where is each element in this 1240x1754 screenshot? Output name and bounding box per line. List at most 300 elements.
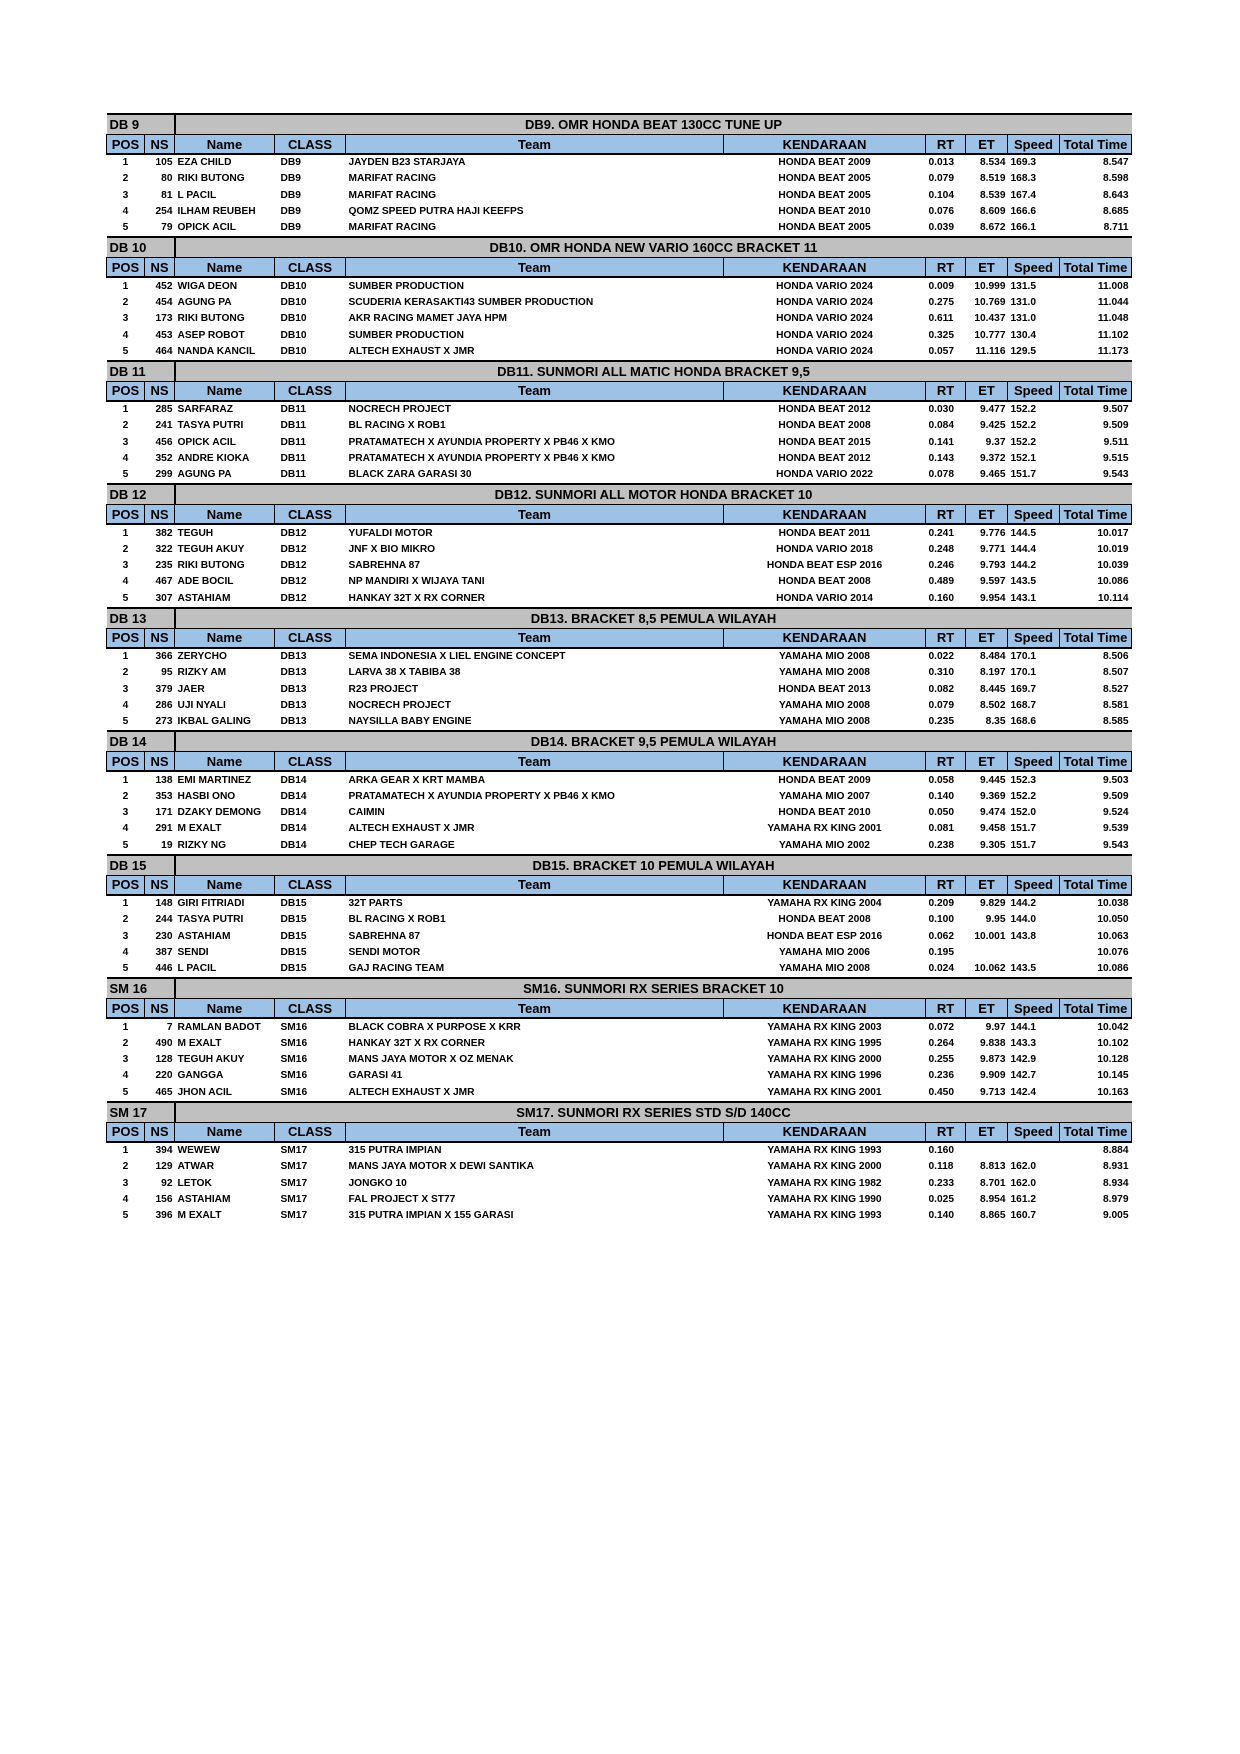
- team-cell: ALTECH EXHAUST X JMR: [348, 823, 475, 835]
- et-cell: 9.97: [985, 1021, 1006, 1033]
- header-rt: RT: [926, 999, 966, 1019]
- ns-cell: 307: [155, 592, 173, 604]
- kendaraan-cell: YAMAHA RX KING 2000: [767, 1054, 882, 1066]
- kendaraan-cell: HONDA BEAT 2010: [778, 807, 871, 819]
- speed-cell: 130.4: [1010, 329, 1036, 341]
- total-time-cell: 8.581: [1103, 699, 1129, 711]
- section-title-row: [107, 855, 1132, 876]
- total-time-cell: 10.163: [1097, 1086, 1129, 1098]
- header-pos: POS: [107, 258, 145, 278]
- pos-cell: 5: [122, 839, 129, 851]
- section-code: DB 11: [107, 361, 175, 382]
- table-row: [107, 204, 1132, 220]
- ns-cell: 92: [161, 1177, 173, 1189]
- et-cell: 8.484: [980, 651, 1006, 663]
- header-kendaraan: KENDARAAN: [724, 135, 926, 155]
- rt-cell: 0.118: [928, 1161, 954, 1173]
- table-row: [107, 929, 1132, 945]
- speed-cell: 152.2: [1010, 420, 1036, 432]
- speed-cell: 166.1: [1010, 222, 1036, 234]
- total-time-cell: 8.884: [1103, 1145, 1129, 1157]
- header-class: CLASS: [275, 752, 346, 772]
- header-ns: NS: [145, 999, 175, 1019]
- rt-cell: 0.009: [928, 280, 954, 292]
- speed-cell: 152.3: [1010, 774, 1036, 786]
- ns-cell: 366: [155, 651, 173, 663]
- team-cell: 315 PUTRA IMPIAN: [348, 1145, 442, 1157]
- total-time-cell: 9.509: [1103, 420, 1129, 432]
- name-cell: RIZKY NG: [177, 839, 226, 851]
- rt-cell: 0.072: [928, 1021, 954, 1033]
- class-cell: SM17: [280, 1177, 308, 1189]
- team-cell: QOMZ SPEED PUTRA HAJI KEEFPS: [348, 206, 524, 218]
- et-cell: 9.445: [980, 774, 1006, 786]
- rt-cell: 0.050: [928, 807, 954, 819]
- ns-cell: 285: [155, 404, 173, 416]
- name-cell: TEGUH AKUY: [177, 543, 245, 555]
- header-name: Name: [175, 999, 275, 1019]
- name-cell: ADE BOCIL: [177, 576, 234, 588]
- table-row: [107, 961, 1132, 978]
- section-title-row: [107, 361, 1132, 382]
- pos-cell: 4: [122, 206, 129, 218]
- class-cell: SM17: [280, 1145, 308, 1157]
- column-header-row: [107, 135, 1132, 155]
- table-row: [107, 542, 1132, 558]
- team-cell: NOCRECH PROJECT: [348, 404, 451, 416]
- et-cell: 9.369: [980, 790, 1006, 802]
- name-cell: M EXALT: [177, 823, 222, 835]
- total-time-cell: 8.685: [1103, 206, 1129, 218]
- section-title: DB10. OMR HONDA NEW VARIO 160CC BRACKET 11: [175, 237, 1132, 258]
- kendaraan-cell: HONDA BEAT ESP 2016: [766, 560, 883, 572]
- name-cell: TEGUH AKUY: [177, 1054, 245, 1066]
- team-cell: PRATAMATECH X AYUNDIA PROPERTY X PB46 X KMO: [348, 436, 615, 448]
- ns-cell: 467: [155, 576, 173, 588]
- section-code: DB 9: [107, 114, 175, 135]
- class-cell: SM17: [280, 1193, 308, 1205]
- name-cell: ATWAR: [177, 1161, 215, 1173]
- pos-cell: 2: [122, 667, 129, 679]
- name-cell: DZAKY DEMONG: [177, 807, 262, 819]
- kendaraan-cell: YAMAHA RX KING 2000: [767, 1161, 882, 1173]
- kendaraan-cell: HONDA BEAT 2015: [778, 436, 871, 448]
- header-class: CLASS: [275, 505, 346, 525]
- pos-cell: 2: [122, 296, 129, 308]
- kendaraan-cell: YAMAHA MIO 2008: [779, 699, 870, 711]
- table-row: [107, 327, 1132, 343]
- class-cell: DB15: [280, 914, 307, 926]
- header-pos: POS: [107, 628, 145, 648]
- header-ns: NS: [145, 135, 175, 155]
- et-cell: [966, 945, 1008, 961]
- ns-cell: 490: [155, 1037, 173, 1049]
- team-cell: LARVA 38 X TABIBA 38: [348, 667, 461, 679]
- kendaraan-cell: YAMAHA RX KING 2003: [767, 1021, 882, 1033]
- name-cell: L PACIL: [177, 963, 217, 975]
- total-time-cell: 8.547: [1103, 157, 1129, 169]
- total-time-cell: 10.086: [1097, 963, 1129, 975]
- table-row: [107, 945, 1132, 961]
- ns-cell: 464: [155, 345, 173, 357]
- total-time-cell: 8.527: [1103, 683, 1129, 695]
- table-row: [107, 524, 1132, 541]
- class-cell: DB14: [280, 807, 307, 819]
- pos-cell: 1: [122, 157, 129, 169]
- name-cell: NANDA KANCIL: [177, 345, 256, 357]
- speed-cell: 144.1: [1010, 1021, 1036, 1033]
- et-cell: 8.672: [980, 222, 1006, 234]
- header-kendaraan: KENDARAAN: [724, 999, 926, 1019]
- kendaraan-cell: HONDA BEAT 2008: [778, 914, 871, 926]
- speed-cell: 143.1: [1010, 592, 1036, 604]
- name-cell: ASTAHIAM: [177, 1193, 231, 1205]
- ns-cell: 79: [161, 222, 173, 234]
- table-row: [107, 591, 1132, 608]
- total-time-cell: 8.598: [1103, 173, 1129, 185]
- class-cell: DB14: [280, 774, 307, 786]
- et-cell: 9.477: [980, 404, 1006, 416]
- header-team: Team: [346, 505, 724, 525]
- table-row: [107, 171, 1132, 187]
- total-time-cell: 8.585: [1103, 716, 1129, 728]
- speed-cell: 152.2: [1010, 790, 1036, 802]
- pos-cell: 3: [122, 313, 129, 325]
- kendaraan-cell: HONDA VARIO 2024: [776, 313, 873, 325]
- total-time-cell: 11.044: [1097, 296, 1129, 308]
- table-row: [107, 1068, 1132, 1084]
- team-cell: BLACK COBRA X PURPOSE X KRR: [348, 1021, 521, 1033]
- class-cell: DB12: [280, 592, 307, 604]
- section-code: SM 17: [107, 1102, 175, 1123]
- header-name: Name: [175, 752, 275, 772]
- header-total-time: Total Time: [1060, 628, 1132, 648]
- header-ns: NS: [145, 1122, 175, 1142]
- header-name: Name: [175, 258, 275, 278]
- rt-cell: 0.076: [928, 206, 954, 218]
- pos-cell: 1: [122, 527, 129, 539]
- pos-cell: 3: [122, 930, 129, 942]
- header-team: Team: [346, 258, 724, 278]
- name-cell: RAMLAN BADOT: [177, 1021, 261, 1033]
- table-row: [107, 789, 1132, 805]
- class-cell: SM17: [280, 1161, 308, 1173]
- class-cell: DB13: [280, 683, 307, 695]
- ns-cell: 171: [155, 807, 173, 819]
- ns-cell: 379: [155, 683, 173, 695]
- header-total-time: Total Time: [1060, 135, 1132, 155]
- class-cell: DB10: [280, 345, 307, 357]
- pos-cell: 5: [122, 222, 129, 234]
- section-title: SM17. SUNMORI RX SERIES STD S/D 140CC: [175, 1102, 1132, 1123]
- total-time-cell: 11.048: [1097, 313, 1129, 325]
- rt-cell: 0.025: [928, 1193, 954, 1205]
- header-rt: RT: [926, 258, 966, 278]
- pos-cell: 4: [122, 823, 129, 835]
- header-total-time: Total Time: [1060, 505, 1132, 525]
- speed-cell: 168.7: [1010, 699, 1036, 711]
- ns-cell: 95: [161, 667, 173, 679]
- name-cell: ZERYCHO: [177, 651, 227, 663]
- name-cell: TASYA PUTRI: [177, 420, 244, 432]
- table-row: [107, 558, 1132, 574]
- et-cell: 8.539: [980, 189, 1006, 201]
- team-cell: NOCRECH PROJECT: [348, 699, 451, 711]
- header-kendaraan: KENDARAAN: [724, 875, 926, 895]
- team-cell: SENDI MOTOR: [348, 946, 421, 958]
- rt-cell: 0.024: [928, 963, 954, 975]
- et-cell: 9.95: [985, 914, 1006, 926]
- header-pos: POS: [107, 875, 145, 895]
- header-rt: RT: [926, 135, 966, 155]
- column-header-row: [107, 752, 1132, 772]
- table-row: [107, 295, 1132, 311]
- class-cell: DB13: [280, 667, 307, 679]
- team-cell: CHEP TECH GARAGE: [348, 839, 455, 851]
- ns-cell: 465: [155, 1086, 173, 1098]
- rt-cell: 0.275: [928, 296, 954, 308]
- total-time-cell: 10.042: [1097, 1021, 1129, 1033]
- table-row: [107, 665, 1132, 681]
- speed-cell: 129.5: [1010, 345, 1036, 357]
- kendaraan-cell: HONDA BEAT 2013: [778, 683, 871, 695]
- pos-cell: 3: [122, 189, 129, 201]
- pos-cell: 4: [122, 1070, 129, 1082]
- et-cell: 9.909: [980, 1070, 1006, 1082]
- total-time-cell: 10.050: [1097, 914, 1129, 926]
- total-time-cell: 10.017: [1097, 527, 1129, 539]
- speed-cell: 152.0: [1010, 807, 1036, 819]
- speed-cell: 169.7: [1010, 683, 1036, 695]
- total-time-cell: 9.503: [1103, 774, 1129, 786]
- rt-cell: 0.325: [928, 329, 954, 341]
- team-cell: HANKAY 32T X RX CORNER: [348, 1037, 485, 1049]
- name-cell: RIKI BUTONG: [177, 313, 245, 325]
- name-cell: AGUNG PA: [177, 296, 232, 308]
- speed-cell: 152.2: [1010, 404, 1036, 416]
- rt-cell: 0.140: [928, 1210, 954, 1222]
- team-cell: JAYDEN B23 STARJAYA: [348, 157, 466, 169]
- total-time-cell: 8.979: [1103, 1193, 1129, 1205]
- section-title: DB9. OMR HONDA BEAT 130CC TUNE UP: [175, 114, 1132, 135]
- header-speed: Speed: [1008, 135, 1060, 155]
- total-time-cell: 9.515: [1103, 453, 1129, 464]
- kendaraan-cell: HONDA BEAT 2012: [778, 404, 871, 416]
- header-kendaraan: KENDARAAN: [724, 258, 926, 278]
- name-cell: ASTAHIAM: [177, 930, 231, 942]
- team-cell: MARIFAT RACING: [348, 189, 437, 201]
- et-cell: 9.597: [980, 576, 1006, 588]
- table-row: [107, 401, 1132, 418]
- ns-cell: 173: [155, 313, 173, 325]
- pos-cell: 2: [122, 1037, 129, 1049]
- kendaraan-cell: YAMAHA MIO 2008: [779, 716, 870, 728]
- name-cell: M EXALT: [177, 1210, 222, 1222]
- speed-cell: 144.2: [1010, 898, 1036, 910]
- pos-cell: 3: [122, 560, 129, 572]
- rt-cell: 0.062: [928, 930, 954, 942]
- rt-cell: 0.489: [928, 576, 954, 588]
- ns-cell: 241: [155, 420, 173, 432]
- et-cell: 8.701: [980, 1177, 1006, 1189]
- section-title-row: [107, 484, 1132, 505]
- pos-cell: 2: [122, 914, 129, 926]
- pos-cell: 4: [122, 1193, 129, 1205]
- pos-cell: 5: [122, 469, 129, 481]
- table-row: [107, 1208, 1132, 1224]
- rt-cell: 0.082: [928, 683, 954, 695]
- header-et: ET: [966, 999, 1008, 1019]
- team-cell: MANS JAYA MOTOR X DEWI SANTIKA: [348, 1161, 534, 1173]
- et-cell: 8.35: [985, 716, 1006, 728]
- header-speed: Speed: [1008, 258, 1060, 278]
- rt-cell: 0.030: [928, 404, 954, 416]
- header-total-time: Total Time: [1060, 1122, 1132, 1142]
- kendaraan-cell: HONDA BEAT 2009: [778, 157, 871, 169]
- name-cell: GANGGA: [177, 1070, 224, 1082]
- rt-cell: 0.195: [928, 946, 954, 958]
- header-name: Name: [175, 628, 275, 648]
- kendaraan-cell: YAMAHA MIO 2006: [779, 946, 870, 958]
- speed-cell: 169.3: [1010, 157, 1036, 169]
- pos-cell: 4: [122, 946, 129, 958]
- section-title-row: [107, 1102, 1132, 1123]
- total-time-cell: 8.506: [1103, 651, 1129, 663]
- total-time-cell: 9.539: [1103, 823, 1129, 835]
- section-title-row: [107, 114, 1132, 135]
- rt-cell: 0.209: [928, 898, 954, 910]
- total-time-cell: 11.102: [1097, 329, 1129, 341]
- pos-cell: 3: [122, 1054, 129, 1066]
- pos-cell: 5: [122, 716, 129, 728]
- class-cell: DB15: [280, 930, 307, 942]
- header-ns: NS: [145, 258, 175, 278]
- header-et: ET: [966, 135, 1008, 155]
- ns-cell: 81: [161, 189, 173, 201]
- ns-cell: 129: [155, 1161, 173, 1173]
- ns-cell: 446: [155, 963, 173, 975]
- section-title: DB14. BRACKET 9,5 PEMULA WILAYAH: [175, 731, 1132, 752]
- class-cell: SM16: [280, 1021, 308, 1033]
- ns-cell: 291: [155, 823, 173, 835]
- section-code: DB 12: [107, 484, 175, 505]
- rt-cell: 0.078: [928, 469, 954, 481]
- et-cell: 9.465: [980, 469, 1006, 481]
- header-kendaraan: KENDARAAN: [724, 628, 926, 648]
- team-cell: ALTECH EXHAUST X JMR: [348, 345, 475, 357]
- rt-cell: 0.039: [928, 222, 954, 234]
- total-time-cell: 10.114: [1097, 592, 1129, 604]
- table-row: [107, 344, 1132, 361]
- header-ns: NS: [145, 381, 175, 401]
- total-time-cell: 9.005: [1103, 1210, 1129, 1222]
- table-row: [107, 311, 1132, 327]
- ns-cell: 230: [155, 930, 173, 942]
- speed-cell: 142.9: [1010, 1054, 1036, 1066]
- pos-cell: 5: [122, 963, 129, 975]
- team-cell: NP MANDIRI X WIJAYA TANI: [348, 576, 485, 588]
- ns-cell: 453: [155, 329, 173, 341]
- section-title: DB13. BRACKET 8,5 PEMULA WILAYAH: [175, 608, 1132, 629]
- table-row: [107, 1192, 1132, 1208]
- ns-cell: 128: [155, 1054, 173, 1066]
- table-row: [107, 682, 1132, 698]
- speed-cell: 144.4: [1010, 543, 1036, 555]
- et-cell: 11.116: [975, 345, 1006, 357]
- header-kendaraan: KENDARAAN: [724, 752, 926, 772]
- column-header-row: [107, 381, 1132, 401]
- et-cell: 10.777: [974, 329, 1006, 341]
- ns-cell: 220: [155, 1070, 173, 1082]
- speed-cell: 167.4: [1010, 189, 1036, 201]
- header-pos: POS: [107, 135, 145, 155]
- table-row: [107, 188, 1132, 204]
- header-speed: Speed: [1008, 752, 1060, 772]
- rt-cell: 0.057: [928, 345, 954, 357]
- class-cell: DB14: [280, 839, 307, 851]
- table-row: [107, 1142, 1132, 1159]
- header-ns: NS: [145, 505, 175, 525]
- speed-cell: 142.7: [1010, 1070, 1036, 1082]
- team-cell: R23 PROJECT: [348, 683, 419, 695]
- team-cell: MARIFAT RACING: [348, 173, 437, 185]
- pos-cell: 2: [122, 173, 129, 185]
- header-rt: RT: [926, 875, 966, 895]
- rt-cell: 0.160: [928, 1145, 954, 1157]
- et-cell: 8.954: [980, 1193, 1006, 1205]
- ns-cell: 80: [161, 173, 173, 185]
- kendaraan-cell: HONDA BEAT 2009: [778, 774, 871, 786]
- class-cell: DB9: [280, 173, 301, 185]
- header-speed: Speed: [1008, 505, 1060, 525]
- table-row: [107, 1052, 1132, 1068]
- rt-cell: 0.058: [928, 774, 954, 786]
- team-cell: PRATAMATECH X AYUNDIA PROPERTY X PB46 X KMO: [348, 790, 615, 802]
- table-row: [107, 220, 1132, 237]
- header-rt: RT: [926, 752, 966, 772]
- et-cell: 8.534: [980, 157, 1006, 169]
- kendaraan-cell: HONDA BEAT 2005: [778, 173, 871, 185]
- kendaraan-cell: YAMAHA MIO 2008: [779, 651, 870, 663]
- header-team: Team: [346, 381, 724, 401]
- et-cell: 9.37: [985, 436, 1006, 448]
- pos-cell: 1: [122, 1021, 129, 1033]
- table-row: [107, 418, 1132, 434]
- speed-cell: 170.1: [1010, 651, 1036, 663]
- team-cell: NAYSILLA BABY ENGINE: [348, 716, 472, 728]
- ns-cell: 138: [155, 774, 173, 786]
- pos-cell: 3: [122, 436, 129, 448]
- speed-cell: [1008, 945, 1060, 961]
- speed-cell: [1008, 1142, 1060, 1159]
- header-kendaraan: KENDARAAN: [724, 505, 926, 525]
- kendaraan-cell: YAMAHA MIO 2007: [779, 790, 870, 802]
- name-cell: JAER: [177, 683, 205, 695]
- team-cell: BL RACING X ROB1: [348, 420, 446, 432]
- team-cell: ALTECH EXHAUST X JMR: [348, 1086, 475, 1098]
- class-cell: DB15: [280, 898, 307, 910]
- table-row: [107, 714, 1132, 731]
- class-cell: SM16: [280, 1070, 308, 1082]
- team-cell: CAIMIN: [348, 807, 385, 819]
- class-cell: DB13: [280, 651, 307, 663]
- speed-cell: 151.7: [1010, 839, 1036, 851]
- team-cell: SUMBER PRODUCTION: [348, 329, 464, 341]
- section-title-row: [107, 237, 1132, 258]
- speed-cell: 143.8: [1010, 930, 1036, 942]
- et-cell: 9.474: [980, 807, 1006, 819]
- ns-cell: 382: [155, 527, 173, 539]
